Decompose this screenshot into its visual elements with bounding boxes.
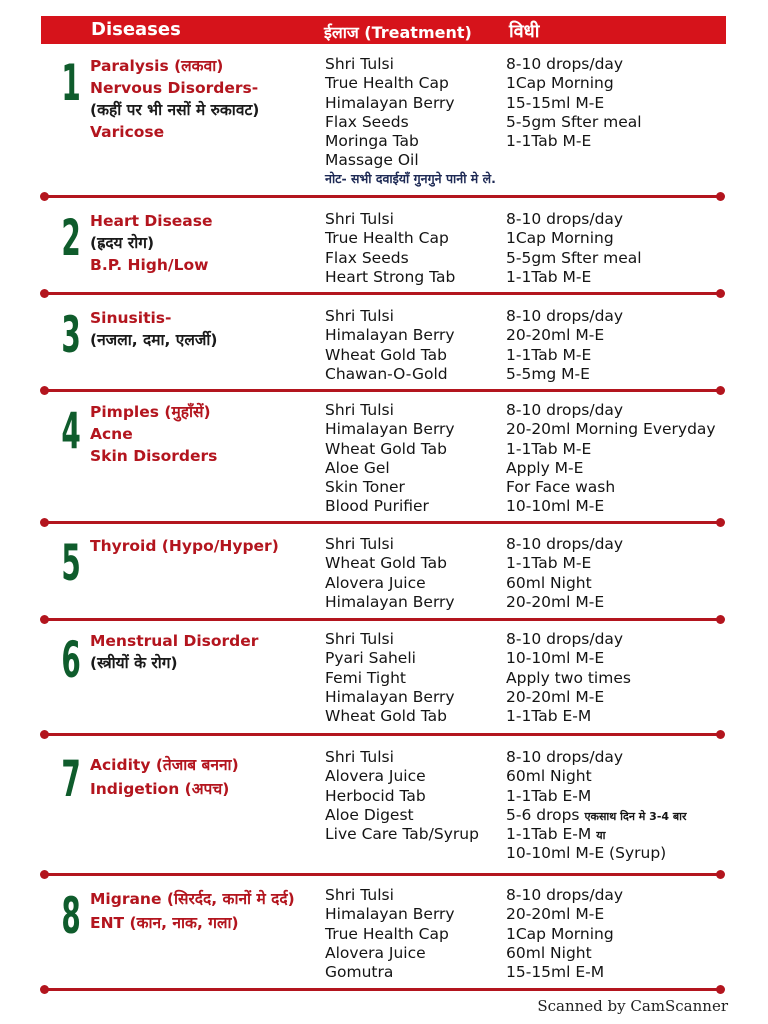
disease-line: (नजला, दमा, एलर्जी) [90, 331, 218, 349]
method-text: 8-10 drops/day [506, 748, 624, 766]
treatment-item: Himalayan Berry [325, 420, 455, 439]
method-item: 20-20ml M-E [506, 592, 605, 611]
method-item: 1-1Tab M-E [506, 439, 592, 458]
method-item: For Face wash [506, 478, 616, 497]
method-item [506, 806, 687, 825]
treatment-item: Moringa Tab [325, 132, 419, 151]
section-number: 6 [61, 631, 81, 689]
method-item [506, 748, 687, 767]
method-text: 1-1Tab E-M [506, 786, 592, 805]
disease-line: Indigetion (अपच) [90, 780, 230, 798]
method-item: 8-10 drops/day [506, 401, 624, 419]
method-item: 20-20ml Morning Everyday [506, 420, 716, 439]
method-item: 5-5gm Sfter meal [506, 248, 642, 267]
treatment-item: Shri Tulsi [325, 401, 394, 419]
treatment-item: Shri Tulsi [325, 535, 394, 553]
treatment-item: Shri Tulsi [325, 307, 394, 325]
disease-line: (ह्रदय रोग) [90, 234, 155, 252]
treatment-item: Skin Toner [325, 478, 405, 497]
method-item: 20-20ml M-E [506, 905, 605, 924]
treatment-item: True Health Cap [325, 229, 449, 248]
treatment-item: True Health Cap [325, 924, 449, 943]
method-item: 1Cap Morning [506, 924, 614, 943]
method-note: एकसाथ दिन मे 3-4 बार [584, 809, 687, 823]
method-item [506, 787, 687, 806]
method-item: 1-1Tab M-E [506, 345, 592, 364]
treatment-item: Blood Purifier [325, 497, 429, 516]
method-item: 1-1Tab M-E [506, 267, 592, 286]
section-number: 3 [61, 306, 81, 364]
disease-line: Thyroid (Hypo/Hyper) [90, 537, 279, 555]
treatment-item: Alovera Juice [325, 573, 426, 592]
method-item: 15-15ml E-M [506, 963, 605, 982]
disease-line: Varicose [90, 123, 165, 141]
section-divider [44, 873, 721, 876]
method-item: 10-10ml M-E [506, 649, 605, 668]
disease-line: Skin Disorders [90, 447, 218, 465]
treatment-item: Himalayan Berry [325, 326, 455, 345]
header-treatment: ईलाज (Treatment) [324, 23, 472, 42]
disease-line: B.P. High/Low [90, 256, 209, 274]
method-item: 20-20ml M-E [506, 687, 605, 706]
method-item: 8-10 drops/day [506, 55, 624, 73]
treatment-item: Alovera Juice [325, 767, 426, 786]
section-number: 8 [61, 887, 81, 945]
treatment-item: Shri Tulsi [325, 210, 394, 228]
treatment-item: Himalayan Berry [325, 592, 455, 611]
disease-line: Heart Disease [90, 212, 213, 230]
treatment-item: Himalayan Berry [325, 905, 455, 924]
treatment-item: Chawan-O-Gold [325, 364, 448, 383]
method-text: 1-1Tab E-M [506, 825, 592, 844]
treatment-item: Live Care Tab/Syrup [325, 825, 479, 844]
section-number: 1 [61, 54, 81, 112]
treatment-item: Himalayan Berry [325, 93, 455, 112]
method-item: 5-5mg M-E [506, 364, 590, 383]
treatment-item: Flax Seeds [325, 112, 409, 131]
treatment-item: Wheat Gold Tab [325, 554, 447, 573]
disease-line: ENT (कान, नाक, गला) [90, 914, 239, 932]
disease-line: Nervous Disorders- [90, 79, 259, 97]
method-item: 8-10 drops/day [506, 210, 624, 228]
method-item: 20-20ml M-E [506, 326, 605, 345]
section-number: 7 [61, 750, 81, 808]
section-divider [44, 988, 721, 991]
table-header [41, 16, 726, 44]
treatment-item: Wheat Gold Tab [325, 345, 447, 364]
treatment-item: Gomutra [325, 963, 394, 982]
method-text: 60ml Night [506, 767, 592, 786]
method-item: 1-1Tab E-M [506, 707, 592, 726]
treatment-item: Aloe Digest [325, 805, 414, 824]
method-item: 60ml Night [506, 943, 592, 962]
method-item: 8-10 drops/day [506, 630, 624, 648]
method-item [506, 825, 687, 844]
treatment-item: Shri Tulsi [325, 886, 394, 904]
treatment-item: Wheat Gold Tab [325, 439, 447, 458]
method-item: 8-10 drops/day [506, 886, 624, 904]
disease-line: Paralysis (लकवा) [90, 57, 224, 75]
header-diseases: Diseases [91, 19, 181, 40]
treatment-item: Wheat Gold Tab [325, 707, 447, 726]
method-item [506, 767, 687, 786]
disease-line: (कहीं पर भी नसों मे रुकावट) [90, 101, 260, 119]
method-item: Apply M-E [506, 458, 584, 477]
treatment-item: Shri Tulsi [325, 55, 394, 73]
treatment-item: Shri Tulsi [325, 748, 394, 766]
treatment-item: Heart Strong Tab [325, 267, 456, 286]
section-divider [44, 195, 721, 198]
section-number: 4 [61, 402, 81, 460]
treatment-item: Pyari Saheli [325, 649, 416, 668]
method-item: 60ml Night [506, 573, 592, 592]
disease-line: Acne [90, 425, 133, 443]
treatment-item: Shri Tulsi [325, 630, 394, 648]
method-text: 5-6 drops [506, 805, 580, 824]
treatment-item: Alovera Juice [325, 943, 426, 962]
method-text: 10-10ml M-E (Syrup) [506, 844, 667, 863]
treatment-item: Femi Tight [325, 668, 406, 687]
method-note: या [596, 829, 606, 843]
section-divider [44, 389, 721, 392]
section-number: 2 [61, 209, 81, 267]
method-item: 1-1Tab M-E [506, 132, 592, 151]
treatment-item: Himalayan Berry [325, 687, 455, 706]
scanner-watermark: Scanned by CamScanner [537, 997, 728, 1015]
treatment-item: Flax Seeds [325, 248, 409, 267]
section-divider [44, 733, 721, 736]
method-item [506, 844, 687, 863]
treatment-item: Massage Oil [325, 151, 419, 170]
disease-line: Menstrual Disorder [90, 632, 259, 650]
method-item [506, 151, 642, 170]
method-item: 15-15ml M-E [506, 93, 605, 112]
treatment-item: Herbocid Tab [325, 786, 426, 805]
note-text: नोट- सभी दवाईयाँ गुनगुने पानी मे ले. [325, 171, 496, 186]
disease-line: Migrane (सिरर्दद, कानों मे दर्द) [90, 890, 295, 908]
treatment-item: True Health Cap [325, 74, 449, 93]
header-method: विधी [509, 21, 540, 42]
method-item: 1Cap Morning [506, 229, 614, 248]
method-item: 1Cap Morning [506, 74, 614, 93]
section-divider [44, 521, 721, 524]
section-number: 5 [61, 534, 81, 592]
treatment-item: Aloe Gel [325, 458, 390, 477]
method-item: 10-10ml M-E [506, 497, 605, 516]
disease-line: Acidity (तेजाब बनना) [90, 756, 239, 774]
method-item: Apply two times [506, 668, 631, 687]
treatment-item [325, 844, 479, 863]
section-divider [44, 618, 721, 621]
method-item: 8-10 drops/day [506, 307, 624, 325]
disease-line: Sinusitis- [90, 309, 172, 327]
disease-line: (स्त्रीयों के रोग) [90, 654, 178, 672]
disease-line: Pimples (मुहाँसें) [90, 403, 211, 421]
method-item: 8-10 drops/day [506, 535, 624, 553]
section-divider [44, 292, 721, 295]
method-item: 5-5gm Sfter meal [506, 112, 642, 131]
method-item: 1-1Tab M-E [506, 554, 592, 573]
